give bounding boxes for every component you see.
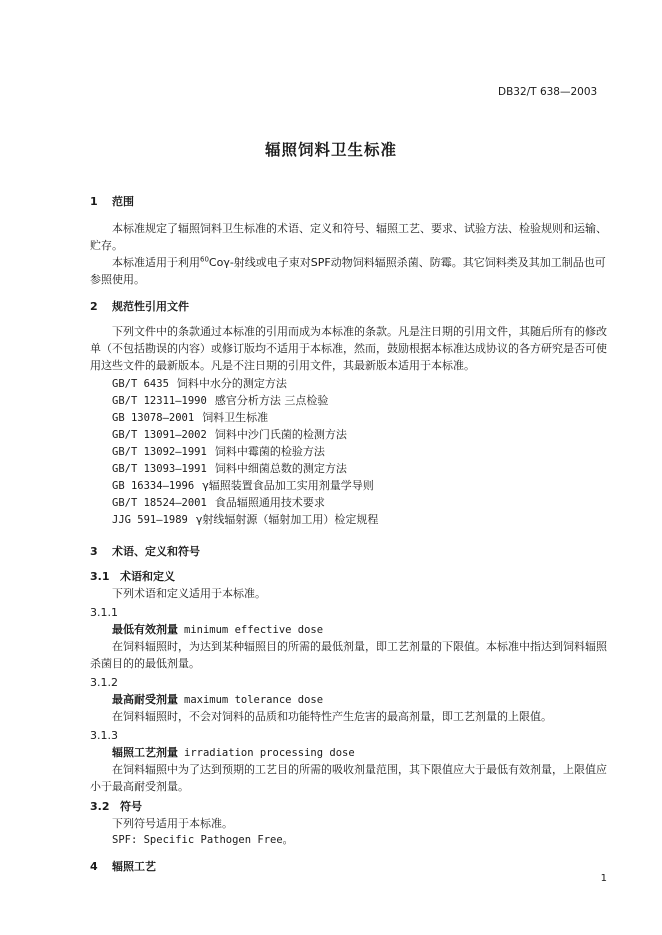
reference-code: GB 13078—2001 — [112, 412, 195, 424]
subsection-3-1-heading — [90, 568, 175, 585]
term-number: 3.1.3 — [90, 729, 118, 742]
term-definition: 在饲料辐照时，不会对饲料的品质和功能特性产生危害的最高剂量，即工艺剂量的上限值。 — [112, 710, 552, 723]
section-number: 3 — [90, 545, 98, 558]
reference-item — [112, 409, 268, 427]
para-text: Coγ-射线或电子束对SPF动物饲料辐照杀菌、防霉。其它饲料类及其加工制品也可参照使用。 — [90, 256, 606, 286]
term-definition: 在饲料辐照时，为达到某种辐照目的所需的最低剂量，即工艺剂量的下限值。本标准中指达到饲料辐照杀菌目的的最低剂量。 — [90, 640, 607, 670]
section-title: 辐照工艺 — [112, 860, 156, 873]
reference-title: γ射线辐射源（辐射加工用）检定规程 — [195, 513, 379, 526]
subsection-title: 术语和定义 — [120, 570, 175, 583]
reference-code: GB/T 6435 — [112, 378, 169, 390]
section-title: 范围 — [112, 195, 134, 208]
reference-item — [112, 511, 378, 529]
section-4-heading — [90, 858, 610, 875]
reference-title: 食品辐照通用技术要求 — [214, 496, 325, 509]
reference-title: 饲料中沙门氏菌的检测方法 — [214, 428, 347, 441]
subsection-3-2-intro: 下列符号适用于本标准。 — [112, 817, 233, 830]
term-heading — [112, 744, 355, 762]
reference-item — [112, 443, 325, 461]
reference-item — [112, 375, 287, 393]
section-title: 术语、定义和符号 — [112, 545, 200, 558]
reference-title: 饲料中水分的测定方法 — [176, 377, 287, 390]
term-english: maximum tolerance dose — [184, 694, 324, 706]
term-heading — [112, 691, 323, 709]
section-3-heading — [90, 543, 610, 560]
reference-item — [112, 460, 347, 478]
reference-item — [112, 392, 328, 410]
section-1-para-1: 本标准规定了辐照饲料卫生标准的术语、定义和符号、辐照工艺、要求、试验方法、检验规则和运输、贮存。 — [90, 222, 607, 252]
reference-code: GB/T 13092—1991 — [112, 446, 207, 458]
term-chinese: 最低有效剂量 — [112, 623, 178, 636]
reference-title: 饲料中霉菌的检验方法 — [214, 445, 325, 458]
section-1-para-2 — [90, 254, 610, 288]
subsection-number: 3.1 — [90, 570, 110, 583]
section-2-heading — [90, 298, 610, 315]
reference-item — [112, 426, 347, 444]
section-number: 1 — [90, 195, 98, 208]
reference-code: GB/T 18524—2001 — [112, 497, 207, 509]
term-number: 3.1.2 — [90, 676, 118, 689]
reference-title: 饲料中细菌总数的测定方法 — [214, 462, 347, 475]
term-heading — [112, 621, 323, 639]
page-number: 1 — [600, 873, 607, 884]
document-title: 辐照饲料卫生标准 — [264, 141, 397, 159]
reference-code: GB/T 12311—1990 — [112, 395, 207, 407]
reference-code: GB/T 13091—2002 — [112, 429, 207, 441]
reference-code: GB/T 13093—1991 — [112, 463, 207, 475]
subsection-title: 符号 — [120, 800, 142, 813]
term-number: 3.1.1 — [90, 606, 118, 619]
section-2-para-1: 下列文件中的条款通过本标准的引用而成为本标准的条款。凡是注日期的引用文件，其随后所有的修改单（不包括勘误的内容）或修订版均不适用于本标准，然而，鼓励根据本标准达成协议的各方研究是否可使用这些文件的最新版本。凡是不注日期的引用文件，其最新版本适用于本标准。 — [90, 325, 607, 372]
section-1-heading — [90, 193, 610, 210]
reference-item — [112, 494, 325, 512]
term-chinese: 最高耐受剂量 — [112, 693, 178, 706]
symbol-definition: SPF: Specific Pathogen Free。 — [112, 834, 294, 846]
reference-code: GB 16334—1996 — [112, 480, 195, 492]
term-english: minimum effective dose — [184, 624, 324, 636]
reference-item — [112, 477, 374, 495]
section-number: 4 — [90, 860, 98, 873]
term-chinese: 辐照工艺剂量 — [112, 746, 178, 759]
term-definition: 在饲料辐照中为了达到预期的工艺目的所需的吸收剂量范围，其下限值应大于最低有效剂量，上限值应小于最高耐受剂量。 — [90, 763, 607, 793]
document-code: DB32/T 638—2003 — [498, 86, 598, 98]
section-number: 2 — [90, 300, 98, 313]
term-english: irradiation processing dose — [184, 747, 355, 759]
reference-code: JJG 591—1989 — [112, 514, 188, 526]
reference-title: 饲料卫生标准 — [202, 411, 269, 424]
reference-title: 感官分析方法 三点检验 — [214, 394, 329, 407]
subsection-3-2-heading — [90, 798, 142, 815]
para-text: 本标准适用于利用 — [112, 256, 200, 269]
reference-title: γ辐照装置食品加工实用剂量学导则 — [202, 479, 374, 492]
subsection-3-1-intro: 下列术语和定义适用于本标准。 — [112, 587, 266, 600]
section-title: 规范性引用文件 — [112, 300, 189, 313]
isotope-mass-number: 60 — [200, 255, 209, 264]
subsection-number: 3.2 — [90, 800, 110, 813]
